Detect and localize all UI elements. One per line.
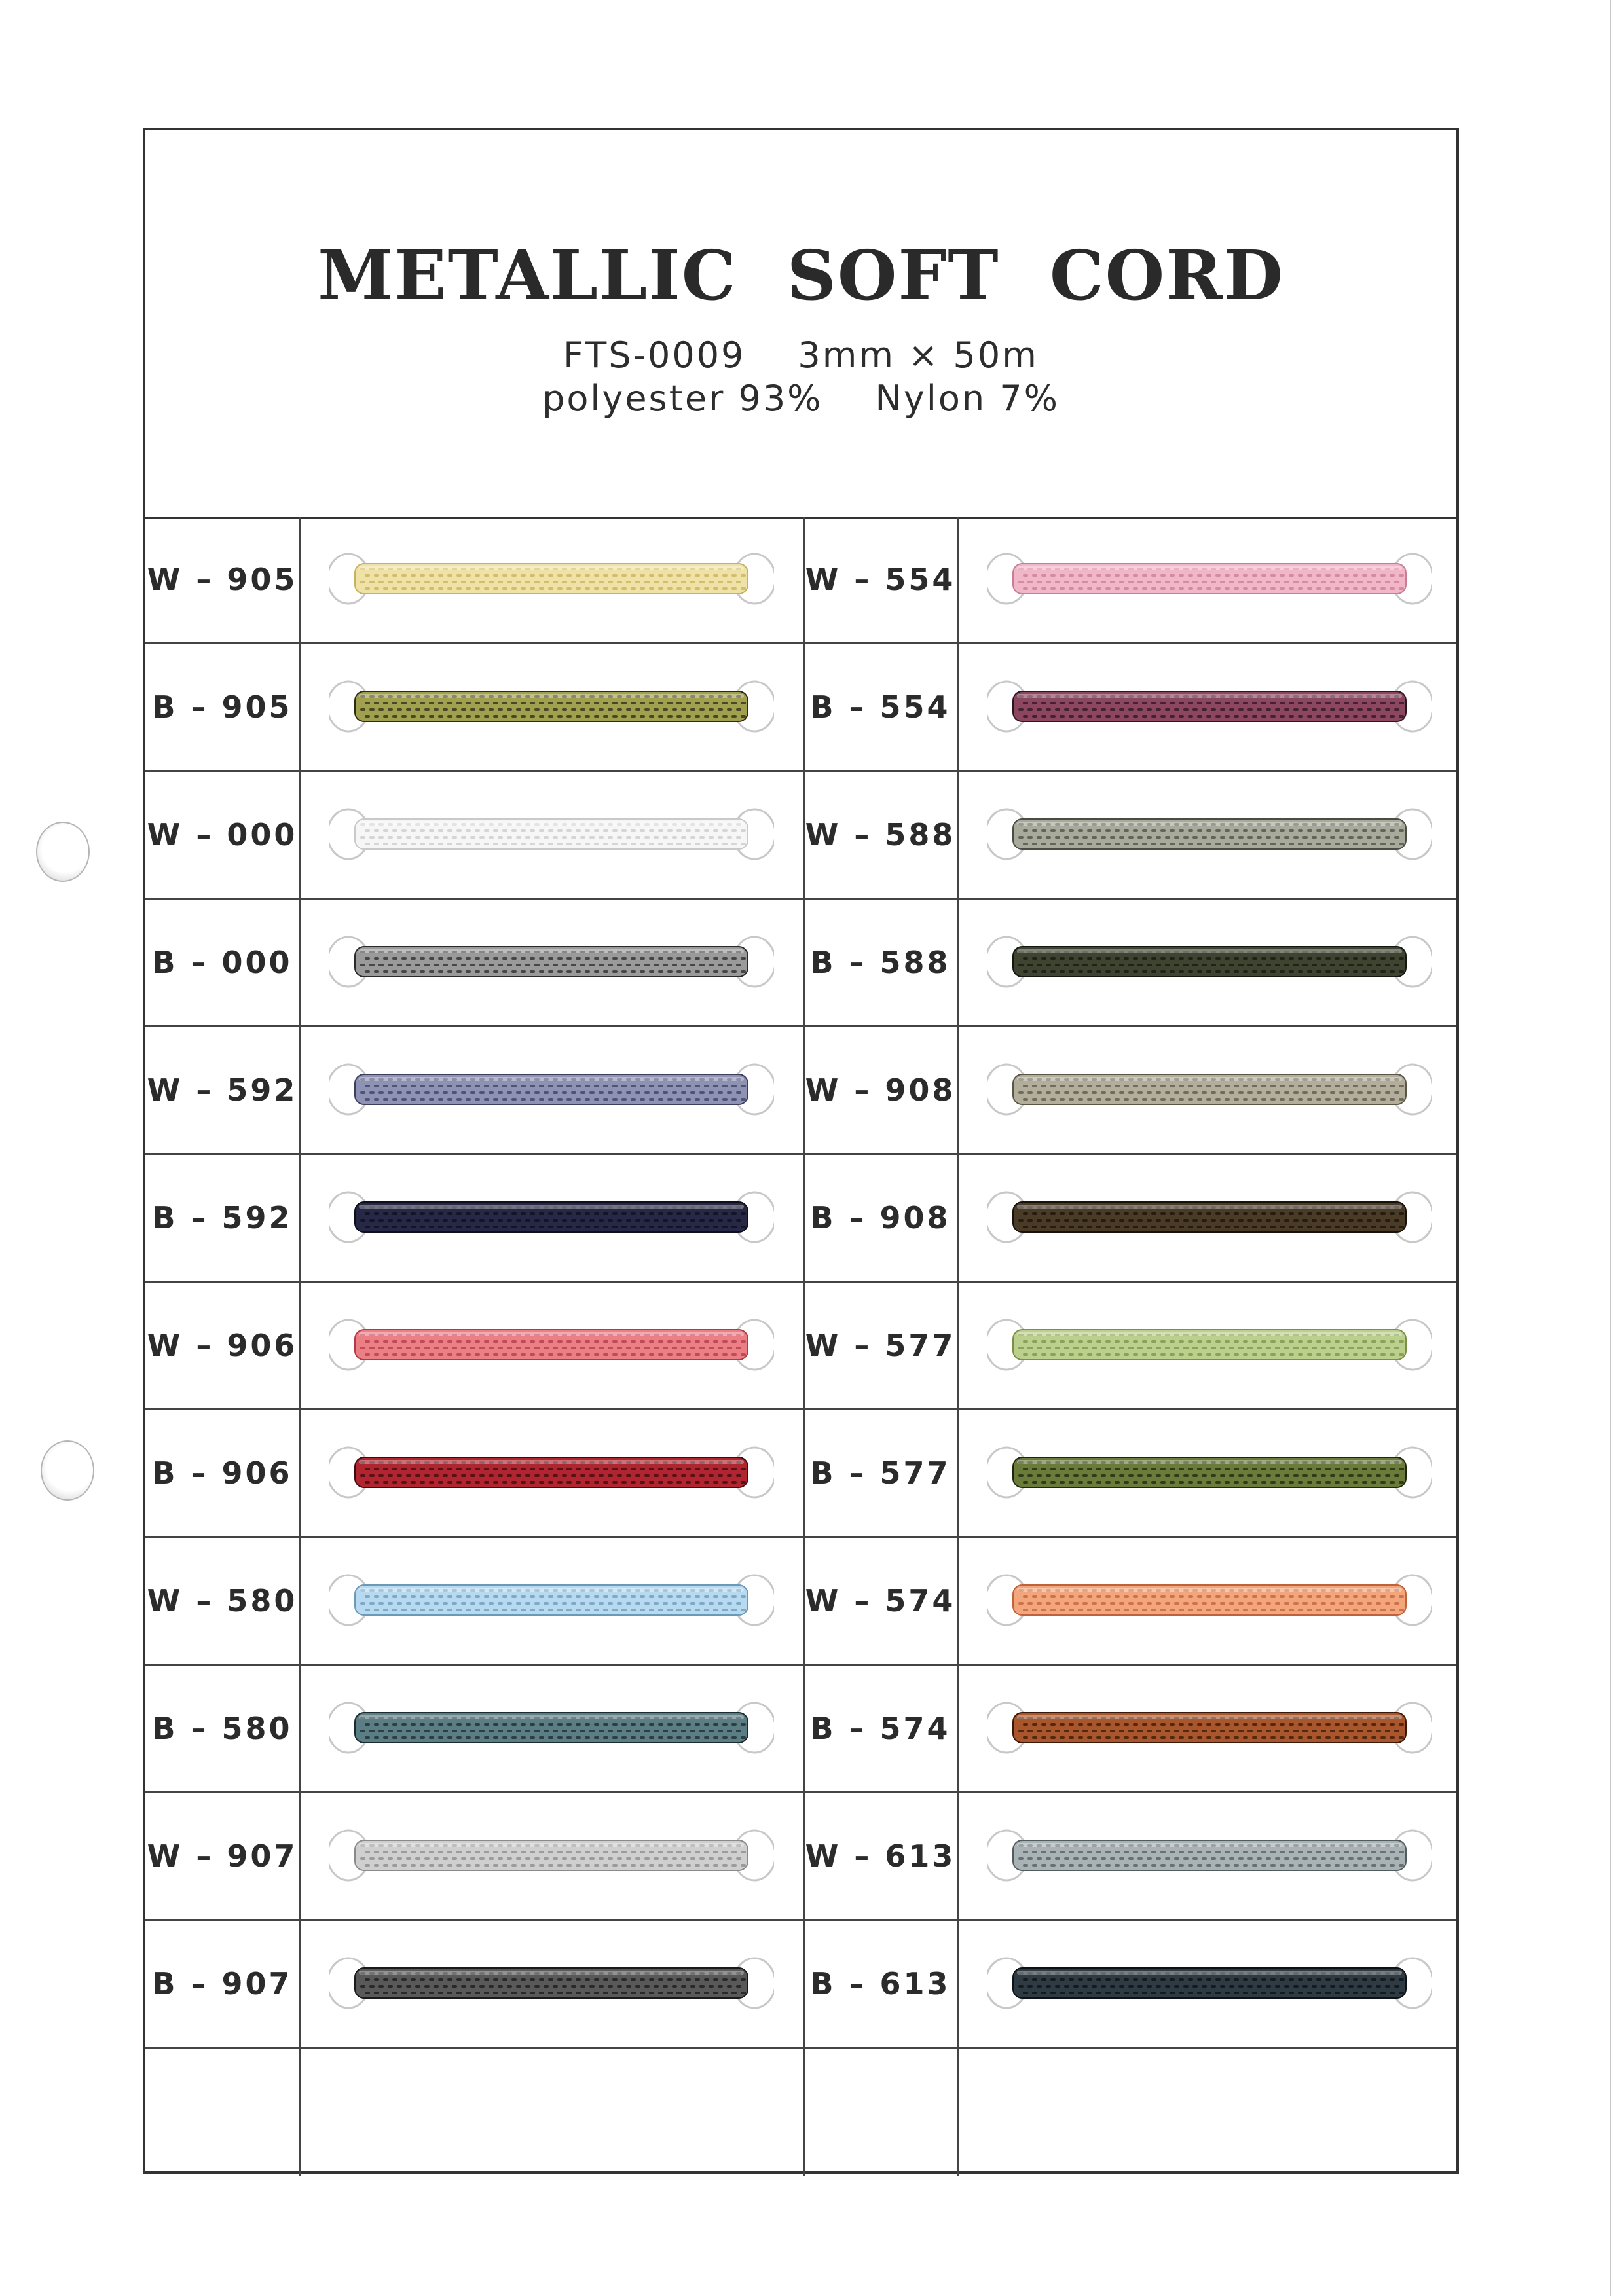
color-code-right (803, 2049, 957, 2176)
swatch-cell-right (957, 1538, 1462, 1664)
swatch-row (145, 1921, 1456, 2049)
cord-sheen (359, 1077, 744, 1081)
swatch-row (145, 1538, 1456, 1666)
cord-sample (987, 1309, 1432, 1381)
page-edge (1610, 0, 1611, 2296)
swatch-cell-right (957, 1027, 1462, 1153)
color-code-left: B – 580 (152, 1711, 293, 1746)
cord-sheen (359, 822, 744, 826)
color-code-left: W – 906 (147, 1328, 298, 1363)
binder-hole-bottom (41, 1440, 94, 1501)
cord-sample (987, 1819, 1432, 1891)
cord-sample (987, 1692, 1432, 1764)
material-polyester: polyester 93% (542, 378, 823, 419)
color-code-left: B – 592 (152, 1200, 293, 1235)
swatch-cell-left (299, 1921, 803, 2047)
cord-sheen (359, 1971, 744, 1975)
color-code-left: W – 905 (147, 562, 298, 597)
swatch-row (145, 1155, 1456, 1283)
cord-sheen (1017, 822, 1402, 826)
cord-sample (329, 1309, 774, 1381)
swatch-cell-left (299, 1027, 803, 1153)
cord-sample (987, 1053, 1432, 1125)
column-divider (803, 517, 805, 2176)
cord-sheen (359, 1332, 744, 1336)
color-code-right: B – 588 (810, 945, 951, 980)
swatch-row (145, 900, 1456, 1027)
swatch-row (145, 1027, 1456, 1155)
swatch-row (145, 1410, 1456, 1538)
cord-sample (329, 1819, 774, 1891)
swatch-cell-left (299, 1538, 803, 1664)
card-header (145, 130, 1456, 519)
cord-sample (987, 926, 1432, 998)
color-code-right: W – 588 (805, 817, 956, 852)
cord-sheen (1017, 694, 1402, 698)
color-code-right: W – 613 (805, 1838, 956, 1874)
cord-sheen (1017, 566, 1402, 570)
swatch-cell-left (299, 1793, 803, 1919)
swatch-row (145, 1793, 1456, 1921)
cord-sample (987, 1181, 1432, 1253)
swatch-cell-right (957, 1155, 1462, 1281)
color-code-left: B – 905 (152, 689, 293, 725)
swatch-cell-left (299, 900, 803, 1025)
material-nylon: Nylon 7% (875, 378, 1060, 419)
swatch-cell-right (957, 1666, 1462, 1791)
color-code-left: B – 907 (152, 1966, 293, 2001)
cord-sheen (359, 566, 744, 570)
cord-sample (329, 798, 774, 870)
spec-line-material (145, 378, 1456, 419)
swatch-cell-right (957, 2049, 1462, 2176)
swatch-cell-right (957, 1793, 1462, 1919)
color-code-right: B – 613 (810, 1966, 951, 2001)
card-title: METALLIC SOFT CORD (318, 235, 1284, 316)
binder-hole-top (36, 822, 90, 882)
swatch-cell-left (299, 772, 803, 898)
cord-sample (329, 543, 774, 615)
column-divider (957, 517, 959, 2176)
cord-sample (329, 1436, 774, 1508)
cord-sample (987, 1947, 1432, 2019)
cord-sheen (359, 1715, 744, 1719)
swatch-cell-right (957, 1921, 1462, 2047)
swatch-cell-left (299, 517, 803, 642)
color-code-left: W – 592 (147, 1072, 298, 1108)
color-code-right: W – 908 (805, 1072, 956, 1108)
item-number: FTS-0009 (563, 335, 746, 376)
cord-size: 3mm × 50m (798, 335, 1039, 376)
cord-sample (987, 543, 1432, 615)
cord-sheen (1017, 1715, 1402, 1719)
cord-sheen (1017, 1588, 1402, 1592)
cord-sample (329, 1181, 774, 1253)
cord-sample (329, 1947, 774, 2019)
swatch-row (145, 644, 1456, 772)
column-divider (299, 517, 301, 2176)
cord-sheen (1017, 1205, 1402, 1209)
swatch-cell-right (957, 1283, 1462, 1408)
color-code-right: B – 577 (810, 1455, 951, 1491)
swatch-cell-right (957, 644, 1462, 770)
swatch-row (145, 2049, 1456, 2176)
color-code-right: B – 908 (810, 1200, 951, 1235)
swatch-cell-left (299, 1155, 803, 1281)
cord-sheen (359, 1843, 744, 1847)
color-code-right: B – 574 (810, 1711, 951, 1746)
cord-sample (987, 1436, 1432, 1508)
color-code-right: B – 554 (810, 689, 951, 725)
cord-sheen (1017, 1077, 1402, 1081)
swatch-cell-left (299, 1283, 803, 1408)
color-code-right: W – 554 (805, 562, 956, 597)
cord-sheen (359, 949, 744, 953)
swatch-cell-right (957, 517, 1462, 642)
color-code-left: W – 580 (147, 1583, 298, 1618)
color-code-left: W – 000 (147, 817, 298, 852)
cord-sample (987, 1564, 1432, 1636)
color-code-left: B – 906 (152, 1455, 293, 1491)
cord-sample (987, 670, 1432, 742)
cord-sheen (1017, 1332, 1402, 1336)
swatch-row (145, 1283, 1456, 1410)
color-code-left (145, 2049, 299, 2176)
color-code-left: W – 907 (147, 1838, 298, 1874)
color-code-left: B – 000 (152, 945, 293, 980)
swatch-row (145, 517, 1456, 644)
cord-sheen (359, 1205, 744, 1209)
cord-sample (329, 1564, 774, 1636)
cord-sample (329, 926, 774, 998)
color-code-right: W – 577 (805, 1328, 956, 1363)
swatch-card (143, 128, 1459, 2174)
cord-sample (329, 670, 774, 742)
cord-sample (329, 1692, 774, 1764)
swatch-row (145, 772, 1456, 900)
color-code-right: W – 574 (805, 1583, 956, 1618)
cord-sheen (1017, 1460, 1402, 1464)
swatch-cell-left (299, 2049, 803, 2176)
swatch-cell-right (957, 772, 1462, 898)
cord-sheen (359, 1588, 744, 1592)
swatch-cell-left (299, 1410, 803, 1536)
swatch-row (145, 1666, 1456, 1793)
cord-sheen (1017, 949, 1402, 953)
swatch-cell-right (957, 1410, 1462, 1536)
cord-sheen (359, 1460, 744, 1464)
swatch-cell-left (299, 1666, 803, 1791)
spec-line-product (145, 335, 1456, 376)
swatch-cell-left (299, 644, 803, 770)
cord-sample (987, 798, 1432, 870)
cord-sheen (1017, 1971, 1402, 1975)
cord-sheen (1017, 1843, 1402, 1847)
cord-sheen (359, 694, 744, 698)
swatch-cell-right (957, 900, 1462, 1025)
cord-sample (329, 1053, 774, 1125)
